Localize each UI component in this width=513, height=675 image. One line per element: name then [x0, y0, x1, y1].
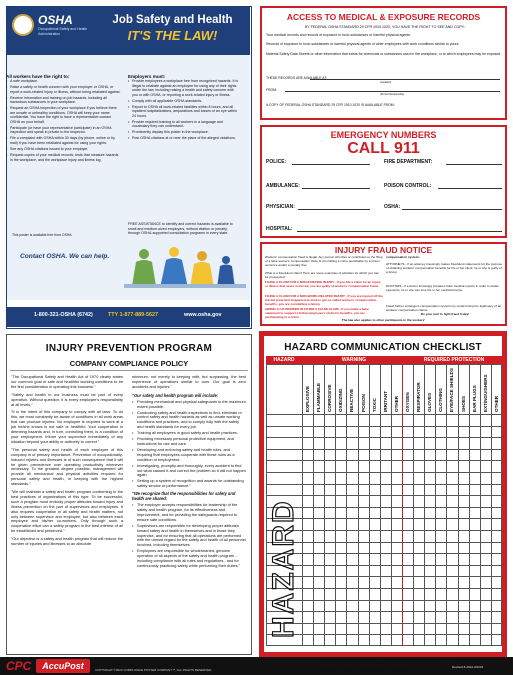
poison-control-label: POISON CONTROL: — [384, 183, 432, 189]
protection-label: EAR PLUGS — [471, 385, 477, 412]
protection-label: EYE/FACE SHIELDS — [449, 368, 455, 412]
physician-line — [298, 209, 370, 210]
company-name: Compliance Poster Company™ — [95, 659, 203, 668]
hazard-checklist-title: HAZARD COMMUNICATION CHECKLIST — [284, 342, 482, 353]
osha-title: Job Safety and Health — [112, 14, 233, 26]
warning-label: POISON — [360, 394, 366, 412]
grid-row-line — [302, 611, 502, 612]
injury-paragraph: "The Occupational Safety and Health Act of 1970 clearly states our common goal of safe and healthful working conditions to be the first consideration in operating this business." — [11, 374, 123, 389]
protection-label: CLOTHING — [438, 388, 444, 412]
grid-row-line — [302, 484, 502, 485]
osha-title-law: IT'S THE LAW! — [127, 28, 218, 43]
contact-osha-text: Contact OSHA. We can help. — [20, 253, 110, 260]
employer-duty-item: • Provide required training to all workers in a language and vocabulary they can understand. — [128, 120, 240, 129]
hospital-line — [297, 231, 502, 232]
accupost-logo: AccuPost — [36, 659, 90, 673]
warning-label: REACTIVE — [349, 388, 355, 412]
grid-row-line — [302, 507, 502, 508]
workers-right-item: • File a complaint with OSHA within 30 days (by phone, online or by mail) if you have been retaliated against for using your rights. — [6, 136, 121, 145]
hazard-outline-text: HAZARD — [267, 499, 300, 638]
grid-row-line — [302, 518, 502, 519]
medical-records-standard: BY FEDERAL OSHA STANDARD 29 CFR 1910.1020, YOU HAVE THE RIGHT TO SEE AND COPY: — [305, 25, 465, 29]
protection-label: OTHER — [493, 395, 499, 412]
grid-row-line — [302, 426, 502, 427]
program-item: • Investigating, promptly and thoroughly, every accident to find out what caused it and correct the problem so it will not happen again. — [132, 464, 246, 479]
protection-label: RESPIRATOR — [416, 382, 422, 412]
fraud-help: Do your part to fight fraud today! — [420, 312, 470, 316]
employers-list — [128, 79, 240, 141]
workers-right-item: • Participate (or have your representative participate) in an OSHA inspection and speak in private to the inspector. — [6, 126, 121, 135]
cpc-logo: CPC — [6, 659, 32, 673]
workers-rights-list — [6, 79, 121, 162]
responsibility-item: • The employer accepts responsibilities for leadership of the safety and health program, for its effectiveness and improvement, and for providing the safeguards required to ensure safe conditions. — [132, 503, 246, 523]
grid-row-line — [302, 495, 502, 496]
emergency-title: EMERGENCY NUMBERS — [330, 130, 437, 140]
product-number: PRODUCT # 74261 — [452, 659, 484, 663]
fraud-doctors: DOCTORS - If a doctor knowingly prepares false medical reports in order to obtain payments, he or she can lose his or her medical license. — [386, 284, 499, 292]
medical-records-title: ACCESS TO MEDICAL & EXPOSURE RECORDS — [286, 12, 481, 22]
records-from-label: FROM: — [266, 88, 277, 92]
program-item: • Conducting safety and health inspections to find, eliminate or control safety and health hazards as well as unsafe working conditions and practices, and to comply fully with the safety and health standards for every job. — [132, 411, 246, 431]
protection-label: EXTINGUISHERS — [482, 374, 488, 412]
grid-row-line — [302, 472, 502, 473]
workers-right-item: • Receive information and training on job hazards, including all hazardous substances in your workplace. — [6, 96, 121, 105]
revision-text: Revised 8-2022-3/2023 — [452, 665, 484, 669]
workers-right-item: • See any OSHA citations issued to your employer. — [6, 147, 121, 152]
hazard-column-divider — [302, 364, 303, 646]
ambulance-line — [302, 188, 370, 189]
injury-paragraph: "It is the intent of this company to comply with all laws. To do this, we must constantly be aware of conditions in all work areas that can produce injuries. No employee is required to work at a job he/she knows is not safe or healthful. Your cooperation in detecting hazards and, in turn, controlling them, is a condition of your employment. Inform your supervisor immediately of any situation beyond your ability or authority to correct." — [11, 409, 123, 444]
osha-url: www.osha.gov — [184, 312, 222, 318]
medical-item-2: Records of exposure to toxic substances or harmful physical agents of other employees with work conditions similar to yours. — [266, 42, 460, 46]
call-911: CALL 911 — [347, 140, 420, 157]
injury-left-column — [11, 375, 123, 550]
fraud-claim-1: FILING A CLAIM FOR A NON-EXISTING INJURY - If you file a claim for an injury or illness that never occurred, you are guilty of workers' compensation fraud. — [265, 280, 381, 288]
grid-row-line — [302, 634, 502, 635]
osha-phone: 1-800-321-OSHA (6742) — [34, 312, 93, 318]
copyright-text: COPYRIGHT ©2022 COMPLIANCE POSTER COMPANY™, ALL RIGHTS RESERVED. — [95, 668, 213, 672]
program-item: • Developing and enforcing safety and health rules, and requiring that employees cooperate with these rules as a condition of employment. — [132, 448, 246, 463]
responsibility-item: • Supervisors are responsible for developing proper attitudes toward safety and health in themselves and in those they supervise, and for ensuring that all operations are performed with the utmost regard for the safety and health of all personnel involved, including themselves. — [132, 524, 246, 549]
grid-row-line — [302, 449, 502, 450]
protection-label: SHOES — [460, 395, 466, 412]
fraud-what-is: What is a fraudulent claim? Here are some examples of activities for which you can be prosecuted: — [265, 271, 379, 279]
police-label: POLICE: — [266, 159, 287, 165]
osha-line — [402, 209, 502, 210]
hospital-label: HOSPITAL: — [266, 226, 293, 232]
warning-label: CORROSIVE — [327, 384, 333, 412]
fraud-attorneys: ATTORNEYS - If an attorney knowingly makes fraudulent statements for the purpose of obtaining workers' compensation benefits for his or her client, he or she is guilty of a felony. — [386, 262, 503, 274]
injury-prevention-title: INJURY PREVENTION PROGRAM — [45, 343, 213, 354]
osha-logo: OSHA — [38, 13, 73, 27]
employer-duty-item: • Post OSHA citations at or near the place of the alleged violations. — [128, 136, 240, 141]
injury-paragraph: "Safety and health in our business must be part of every operation. Without question, it is every employee's responsibility at all levels." — [11, 391, 123, 407]
grid-row-line — [302, 530, 502, 531]
grid-row-line — [302, 414, 502, 415]
hazard-vertical-label — [266, 364, 302, 646]
grid-row-line — [302, 588, 502, 589]
program-includes-list — [132, 400, 246, 489]
location-caption: (Location) — [380, 81, 392, 84]
grid-row-line — [302, 623, 502, 624]
records-location-line — [310, 79, 500, 80]
employer-duty-item: • Provide employees a workplace free from recognized hazards. It is illegal to retaliate against an employee for using any of their rights under the law, including raising a health and safety concern with you or with OSHA, or reporting a work-related injury or illness. — [128, 79, 240, 97]
workers-right-item: • A safe workplace. — [6, 79, 121, 84]
employers-column — [128, 74, 240, 143]
osha-label: OSHA: — [384, 204, 401, 210]
protection-label: GLOVES — [427, 392, 433, 412]
warning-label: OTHER — [393, 395, 399, 412]
physician-label: PHYSICIAN: — [266, 204, 295, 210]
program-includes-heading: "Our safety and health program will include: — [132, 392, 219, 398]
poison-control-line — [438, 188, 502, 189]
medical-item-3: Material Safety Data Sheets or other information that exists for chemicals or substances used in the workplace, or to which employees may be exposed. — [266, 52, 502, 56]
grid-row-line — [302, 600, 502, 601]
responsibility-item: • Employees are responsible for wholehearted, genuine operation of all aspects of the safety and health program - including compliance with all rules and regulations - and for continuously practicing safety while performing their duties." — [132, 549, 246, 569]
fraud-end-note: The law also applies to other participants in the workers' — [341, 318, 426, 322]
grid-row-line — [302, 553, 502, 554]
fraud-claim-2: FILING A CLAIM FOR A NON-WORK-RELATED INJURY - If you are injured off the job but pretend it happened at work to get so-called workers' compensation benefits, you are committing a felony. — [265, 294, 383, 306]
grid-row-line — [302, 565, 502, 566]
medical-item-1: Your medical records and records of exposure to toxic substances or harmful physical agents. — [266, 33, 412, 37]
program-item: • Providing necessary personal protective equipment, and instructions for use and care. — [132, 437, 246, 447]
program-item: • Providing mechanical and physical safeguards to the maximum extent possible. — [132, 400, 246, 410]
injury-right-column — [132, 375, 246, 570]
required-protection-header: REQUIRED PROTECTION — [423, 357, 485, 363]
injury-divider — [10, 370, 248, 371]
injury-prevention-subtitle: COMPANY COMPLIANCE POLICY — [69, 359, 189, 368]
program-item: • Training all employees in good safety and health practices. — [132, 431, 246, 436]
poster-availability-note: This poster is available free from OSHA. — [12, 233, 73, 237]
records-from-line — [285, 91, 500, 92]
workers-right-item: • Request an OSHA inspection of your workplace if you believe there are unsafe or unhealthy conditions. OSHA will keep your name confidential. You have the right to have a representative contact OSHA on your behalf. — [6, 106, 121, 124]
police-line — [292, 164, 370, 165]
injury-paragraph: "The personal safety and health of each employee of this company is of primary importance. Prevention of occupationally-induced injuries and illnesses is of such consequence that it will be given precedence over operating productivity whenever necessary. To the greatest degree possible, management will provide all mechanical and physical activities required for personal safety and health, in keeping with the highest standards." — [11, 446, 123, 487]
dol-seal-icon — [12, 14, 34, 36]
warning-label: OXIDIZING — [338, 388, 344, 412]
grid-row-line — [302, 542, 502, 543]
osha-tty: TTY 1-877-889-5627 — [108, 312, 158, 318]
workers-rights-column — [6, 74, 121, 164]
employer-duty-item: • Prominently display this poster in the workplace. — [128, 130, 240, 135]
protection-label: OXYGEN — [405, 392, 410, 412]
program-item: • Setting up a system of recognition and awards for outstanding safety service or performance." — [132, 479, 246, 489]
hazard-column-header: HAZARD — [273, 357, 295, 363]
warning-label: EXPLOSIVE — [305, 385, 310, 412]
fraud-intro: Workers' compensation fraud is illegal. Any person who files or contributes to the filing of a false workers' compensation claim is committing a crime punishable by a prison sentence and/or a penalty fine. — [265, 255, 383, 267]
employers-heading: Employers must: — [128, 74, 166, 79]
fraud-report: Fraud further endangers compensation systems by undermining the legitimacy of all workers' compensation claims. — [386, 304, 501, 312]
employer-duty-item: • Comply with all applicable OSHA standards. — [128, 99, 240, 104]
fraud-right-heading: compensation system: — [386, 255, 420, 259]
free-assistance-text: FREE ASSISTANCE to identify and correct hazards is available to small and medium-sized employers, without citation or penalty, through OSHA-supported consultation programs in every state. — [128, 222, 233, 236]
warning-label: IRRITANT — [382, 390, 388, 412]
workers-right-item: • Raise a safety or health concern with your employer or OSHA, or report a work-related injury or illness, without being retaliated against. — [6, 85, 121, 94]
fraud-claim-3: AIDING A CO-WORKER IN FILING A FALSE CLAIM - If you make a false statement to support a fellow employee's claim for benefits, you are participating in a crime. — [265, 307, 369, 319]
shared-responsibility-list — [132, 503, 246, 569]
injury-paragraph: "We will maintain a safety and health program conforming to the best practices of organizations of this type. To be successful, such a program must embody proper attitudes toward injury and illness prevention on the part of supervisors and employees. It also requires cooperation in all safety and health matters, not only between supervisor and employee, but also between each employee and his/her co-workers. Only through such a cooperative effort can a safety program in the best interest of all be established and preserved." — [11, 489, 123, 534]
warning-label: TOXIC — [371, 398, 377, 412]
injury-paragraph: "Our objective is a safety and health program that will reduce the number of injuries and illnesses to an absolute — [11, 536, 123, 547]
website-link[interactable]: WWW.COMPLIANCEPOSTER.COM — [317, 667, 430, 674]
warning-column-header: WARNING — [341, 357, 367, 363]
employer-duty-item: • Report to OSHA all work-related fatalities within 8 hours, and all inpatient hospitalizations, amputations and losses of an eye within 24 hours. — [128, 105, 240, 119]
injury-paragraph: minimum, not merely in keeping with, but surpassing, the best experience of operations similar to ours. Our goal is zero accidents and injuries." — [132, 374, 246, 389]
reorder-phone: TO REORDER CALL: 1-800-817-7678 — [317, 659, 435, 666]
fraud-notice-title: INJURY FRAUD NOTICE — [334, 245, 433, 255]
standard-copy-label: A COPY OF FEDERAL OSHA STANDARD 29 CFR 1910.1020 IS AVAILABLE FROM: — [266, 103, 395, 107]
workers-heading: All workers have the right to: — [6, 74, 70, 79]
grid-row-line — [302, 576, 502, 577]
ambulance-label: AMBULANCE: — [266, 183, 300, 189]
workers-right-item: • Request copies of your medical records, tests that measure hazards in the workplace, and the workplace injury and illness log. — [6, 153, 121, 162]
osha-logo-subtitle: Occupational Safety and Health Administration — [38, 27, 88, 36]
grid-row-line — [302, 437, 502, 438]
grid-row-line — [302, 460, 502, 461]
workers-illustration — [84, 240, 246, 298]
person-caption: (Person Responsible) — [380, 93, 405, 96]
warning-label: FLAMMABLE — [316, 382, 322, 412]
fire-label: FIRE DEPARTMENT: — [384, 159, 433, 165]
shared-responsibility-heading: "We recognize that the responsibilities for safety and health are shared: — [132, 491, 236, 502]
records-available-label: THESE RECORDS ARE AVAILABLE AT: — [266, 76, 327, 80]
fire-line — [446, 164, 502, 165]
